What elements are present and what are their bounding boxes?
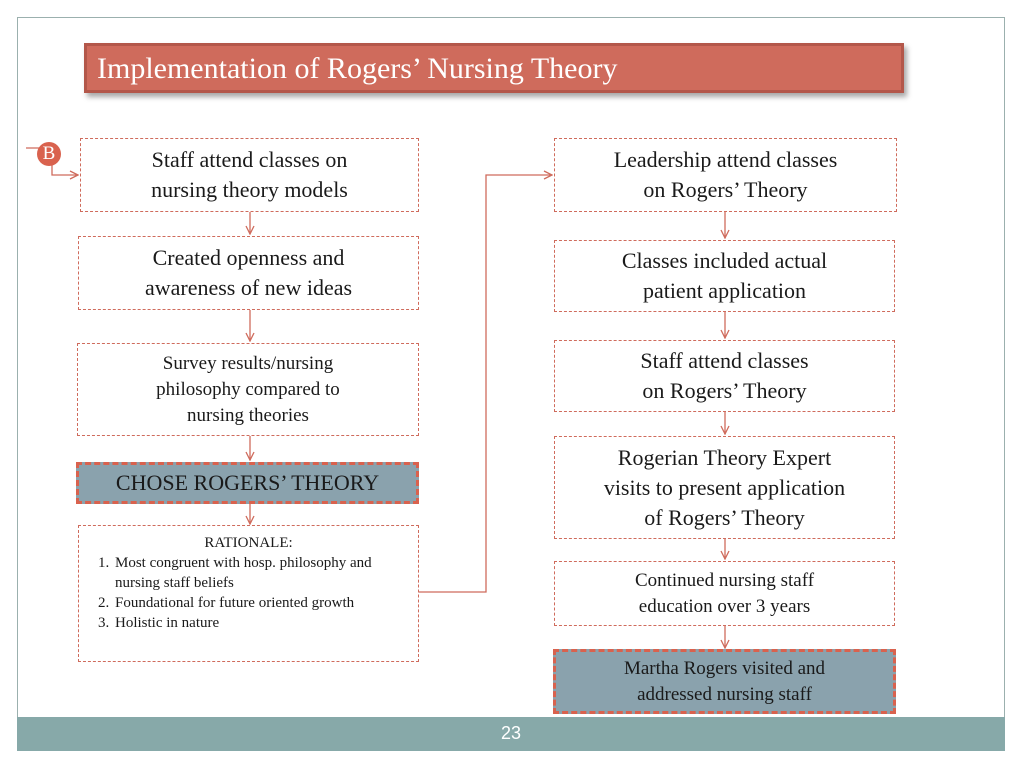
- footer-bar: [17, 717, 1005, 751]
- b-badge: B: [37, 142, 61, 166]
- page-number: 23: [500, 723, 522, 743]
- slide-title: Implementation of Rogers’ Nursing Theory: [97, 52, 618, 85]
- rationale-item: 1. Most congruent with hosp. philosophy and nursing staff beliefs: [113, 553, 410, 593]
- rationale-item: 3. Holistic in nature: [113, 613, 410, 633]
- box-martha-rogers-visited: Martha Rogers visited and addressed nursing staff: [553, 649, 896, 714]
- box-rationale: [78, 525, 419, 662]
- rationale-heading: RATIONALE:: [204, 535, 293, 551]
- box-staff-attend-rogers: Staff attend classes on Rogers’ Theory: [554, 340, 895, 412]
- rationale-item: 2. Foundational for future oriented growth: [113, 593, 410, 613]
- box-staff-attend-classes: Staff attend classes on nursing theory models: [80, 138, 419, 212]
- box-rogerian-expert: Rogerian Theory Expert visits to present application of Rogers’ Theory: [554, 436, 895, 539]
- box-survey-results: Survey results/nursing philosophy compared to nursing theories: [77, 343, 419, 436]
- box-leadership-attend: Leadership attend classes on Rogers’ Theory: [554, 138, 897, 212]
- box-chose-rogers-theory: CHOSE ROGERS’ THEORY: [76, 462, 419, 504]
- rationale-list: [87, 553, 410, 633]
- connector-cross: [419, 175, 552, 592]
- box-classes-included: Classes included actual patient application: [554, 240, 895, 312]
- box-continued-education: Continued nursing staff education over 3 years: [554, 561, 895, 626]
- box-created-openness: Created openness and awareness of new ideas: [78, 236, 419, 310]
